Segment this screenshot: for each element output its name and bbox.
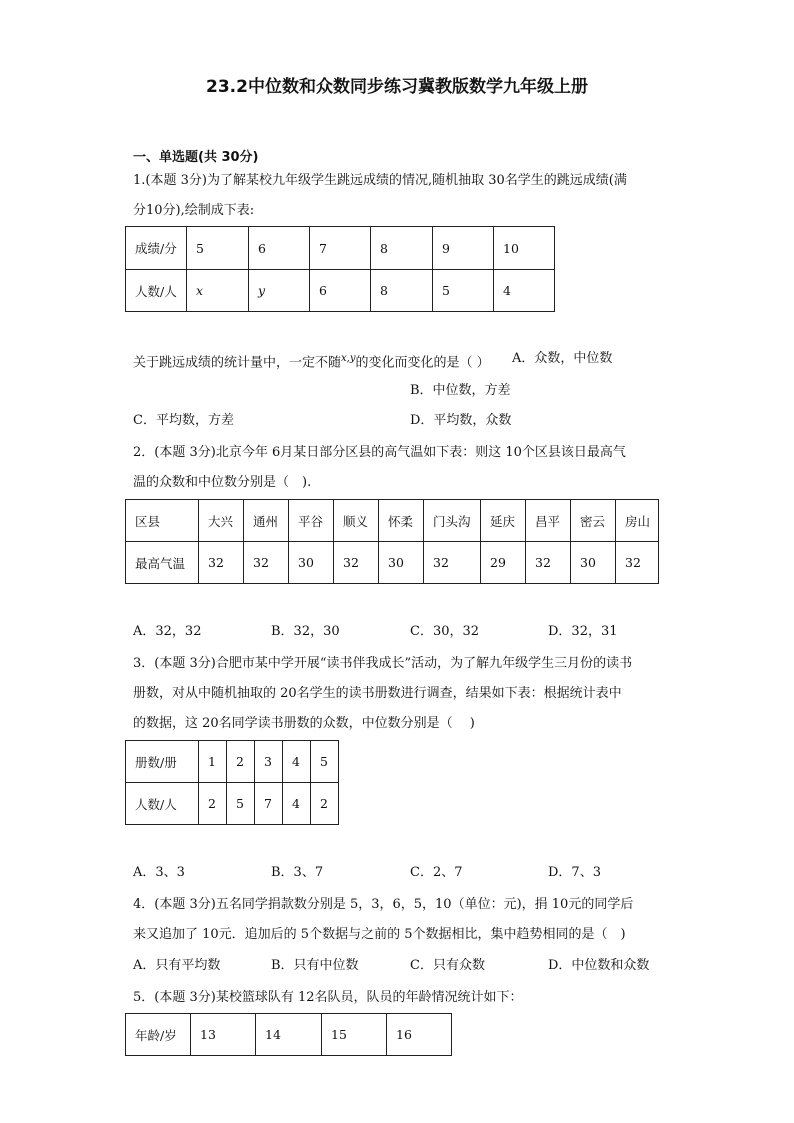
table-cell: 2 [199,783,227,825]
table-cell: 年龄/岁 [126,1014,191,1056]
table-cell: 通州 [244,500,289,542]
table-cell: 平谷 [289,500,334,542]
q3-books-table [125,740,339,825]
q5-line1: 5．(本题 3分)某校篮球队有 12名队员，队员的年龄情况统计如下： [133,990,523,1005]
table-cell: 30 [571,542,616,584]
table-cell: 13 [191,1014,256,1056]
table-cell: 16 [387,1014,452,1056]
table-cell: 人数/人 [126,783,199,825]
table-cell: 32 [199,542,244,584]
table-cell: 房山 [616,500,659,542]
q3-line2: 册数，对从中随机抽取的 20名学生的读书册数进行调查，结果如下表：根据统计表中 [133,686,622,701]
q4-option-d: D．中位数和众数 [548,958,650,973]
q1-stem-text: 关于跳远成绩的统计量中，一定不随 [133,355,342,371]
table-cell: 大兴 [199,500,244,542]
q2-option-c: C．30，32 [410,624,480,639]
table-cell: 14 [256,1014,322,1056]
q1-option-d: D．平均数，众数 [410,413,512,428]
table-cell: x [187,270,249,312]
q1-option-a: A．众数，中位数 [512,351,613,366]
q4-option-c: C．只有众数 [410,958,485,973]
table-cell: 怀柔 [379,500,424,542]
q4-line2: 来又追加了 10元．追加后的 5个数据与之前的 5个数据相比，集中趋势相同的是（ ) [133,927,626,942]
q1-stem-vars: x,y [341,353,356,364]
page-title: 23.2中位数和众数同步练习冀教版数学九年级上册 [206,77,588,97]
table-cell: 30 [379,542,424,584]
table-cell: 7 [255,783,283,825]
q1-stem-text2: 的变化而变化的是（ ） [355,355,490,371]
table-cell: 成绩/分 [126,227,187,270]
q1-option-c: C．平均数，方差 [133,413,234,428]
table-cell: 4 [283,741,311,783]
table-cell: 1 [199,741,227,783]
q1-line1: 1.(本题 3分)为了解某校九年级学生跳远成绩的情况,随机抽取 30名学生的跳远成绩(满 [133,173,627,188]
table-cell: 6 [249,227,310,270]
table-cell: 昌平 [526,500,571,542]
table-cell: 4 [283,783,311,825]
table-cell: 15 [322,1014,387,1056]
table-cell: 8 [371,270,433,312]
q1-line2: 分10分),绘制成下表: [133,203,255,218]
table-cell: 册数/册 [126,741,199,783]
table-cell: 2 [311,783,339,825]
table-cell: 4 [494,270,555,312]
section-heading: 一、单选题(共 30分) [133,150,259,165]
table-cell: 9 [433,227,494,270]
table-cell: 7 [310,227,371,270]
table-cell: 30 [289,542,334,584]
q1-stem [133,351,490,371]
table-cell: 32 [244,542,289,584]
table-cell: 最高气温 [126,542,199,584]
q3-option-b: B．3、7 [271,865,324,880]
table-cell: 3 [255,741,283,783]
table-cell: 5 [311,741,339,783]
table-cell: 区县 [126,500,199,542]
q1-option-b: B．中位数，方差 [410,383,511,398]
table-cell: y [249,270,310,312]
table-cell: 29 [481,542,526,584]
table-cell: 5 [227,783,255,825]
table-cell: 32 [616,542,659,584]
q3-option-c: C．2、7 [410,865,463,880]
table-cell: 密云 [571,500,616,542]
table-cell: 顺义 [334,500,379,542]
q3-option-d: D．7、3 [548,865,601,880]
table-cell: 32 [334,542,379,584]
table-cell: 延庆 [481,500,526,542]
table-cell: 门头沟 [424,500,481,542]
table-cell: 32 [424,542,481,584]
table-cell: 5 [187,227,249,270]
q3-line3: 的数据，这 20名同学读书册数的众数，中位数分别是（ ) [133,716,475,731]
table-cell: 32 [526,542,571,584]
q2-temperature-table [125,499,659,584]
q2-line1: 2．(本题 3分)北京今年 6月某日部分区县的高气温如下表：则这 10个区县该日最高气 [133,445,626,460]
q2-option-b: B．32，30 [271,624,340,639]
table-cell: 8 [371,227,433,270]
table-cell: 10 [494,227,555,270]
q4-option-b: B．只有中位数 [271,958,359,973]
table-cell: 人数/人 [126,270,187,312]
q2-option-d: D．32，31 [548,624,618,639]
table-cell: 6 [310,270,371,312]
q4-line1: 4．(本题 3分)五名同学捐款数分别是 5，3，6，5，10（单位：元)，捐 10元的同学后 [133,897,634,912]
q4-option-a: A．只有平均数 [133,958,221,973]
q2-line2: 温的众数和中位数分别是（ ). [133,475,312,490]
q1-score-table [125,226,555,312]
table-cell: 5 [433,270,494,312]
q2-option-a: A．32，32 [133,624,202,639]
q5-age-table [125,1013,452,1056]
q3-option-a: A．3、3 [133,865,185,880]
q3-line1: 3．(本题 3分)合肥市某中学开展“读书伴我成长”活动，为了解九年级学生三月份的读书 [133,656,633,671]
table-cell: 2 [227,741,255,783]
